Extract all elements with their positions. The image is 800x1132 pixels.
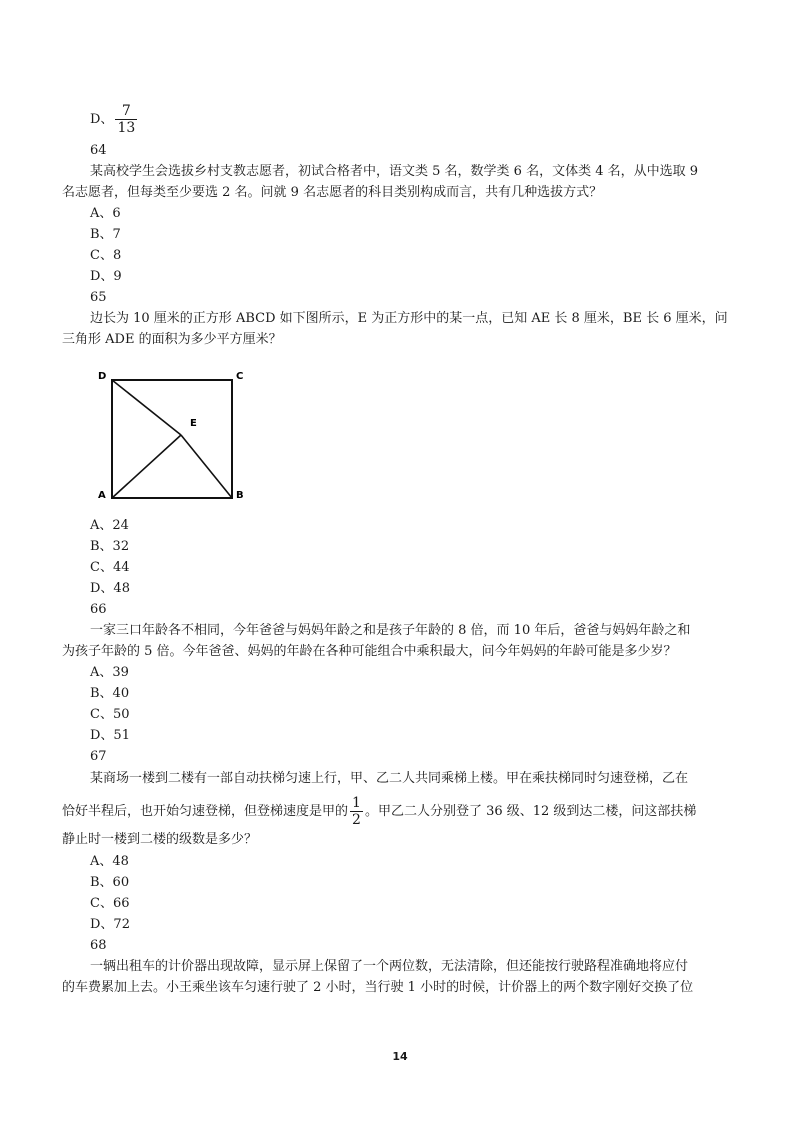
q67-stem-line2-after: 。甲乙二人分别登了 36 级、12 级到达二楼，问这部扶梯	[364, 804, 697, 819]
question-number-66: 66	[90, 602, 107, 617]
q67-fraction-one-half	[350, 796, 363, 827]
fraction-denominator: 13	[117, 120, 136, 136]
square-abcd-figure	[92, 364, 252, 506]
question-number-65: 65	[90, 290, 107, 305]
q65-stem-line2: 三角形 ADE 的面积为多少平方厘米？	[62, 332, 282, 347]
q64-stem-line1: 某高校学生会选拔乡村支教志愿者，初试合格者中，语文类 5 名，数学类 6 名，文体类 4 名，从中选取 9	[90, 164, 699, 179]
q65-option-b: B、32	[90, 539, 130, 554]
vertex-label-a: A	[98, 490, 106, 501]
q65-option-a: A、24	[90, 518, 129, 533]
question-number-68: 68	[90, 938, 107, 953]
q68-stem-line1: 一辆出租车的计价器出现故障，显示屏上保留了一个两位数，无法清除，但还能按行驶路程准确地将应付	[90, 959, 689, 974]
q67-option-d: D、72	[90, 917, 130, 932]
vertex-label-c: C	[236, 371, 244, 382]
q64-stem-line2: 名志愿者，但每类至少要选 2 名。问就 9 名志愿者的科目类别构成而言，共有几种选拔方式？	[62, 185, 603, 200]
q66-stem-line2: 为孩子年龄的 5 倍。今年爸爸、妈妈的年龄在各种可能组合中乘积最大，问今年妈妈的年龄可能是多少岁？	[62, 644, 677, 659]
segment-be	[181, 435, 232, 498]
q66-option-d: D、51	[90, 728, 130, 743]
segment-ae	[112, 435, 181, 498]
q67-stem-line1: 某商场一楼到二楼有一部自动扶梯匀速上行，甲、乙二人共同乘梯上楼。甲在乘扶梯同时匀速登梯，乙在	[90, 771, 689, 786]
question-number-64: 64	[90, 143, 107, 158]
vertex-label-b: B	[236, 490, 244, 501]
q68-stem-line2: 的车费累加上去。小王乘坐该车匀速行驶了 2 小时，当行驶 1 小时的时候，计价器上的两个数字刚好交换了位	[62, 980, 694, 995]
vertex-label-d: D	[98, 371, 107, 382]
prev-option-d-label: D、	[90, 112, 114, 127]
q66-option-c: C、50	[90, 707, 130, 722]
q67-stem-line3: 静止时一楼到二楼的级数是多少？	[62, 832, 258, 847]
fraction-numerator: 7	[121, 103, 131, 119]
q66-option-a: A、39	[90, 665, 129, 680]
prev-option-d	[90, 104, 139, 135]
page-number: 14	[392, 1050, 408, 1063]
q67-stem-line2-before: 恰好半程后，也开始匀速登梯，但登梯速度是甲的	[62, 804, 349, 819]
q64-option-b: B、7	[90, 227, 121, 242]
fraction-denominator: 2	[352, 812, 361, 828]
prev-option-d-fraction	[115, 104, 137, 135]
q65-option-d: D、48	[90, 581, 130, 596]
segment-de	[112, 380, 181, 435]
q66-option-b: B、40	[90, 686, 130, 701]
q64-option-c: C、8	[90, 248, 122, 263]
q67-stem-line2	[62, 796, 696, 827]
square-abcd-diagram	[92, 364, 252, 506]
q67-option-c: C、66	[90, 896, 130, 911]
q66-stem-line1: 一家三口年龄各不相同，今年爸爸与妈妈年龄之和是孩子年龄的 8 倍，而 10 年后，爸爸与妈妈年龄之和	[90, 623, 691, 638]
q67-option-b: B、60	[90, 875, 130, 890]
square-outline	[112, 380, 232, 498]
q64-option-d: D、9	[90, 269, 122, 284]
q67-option-a: A、48	[90, 854, 129, 869]
point-label-e: E	[190, 418, 197, 429]
question-number-67: 67	[90, 749, 107, 764]
q65-option-c: C、44	[90, 560, 130, 575]
q65-stem-line1: 边长为 10 厘米的正方形 ABCD 如下图所示，E 为正方形中的某一点，已知 AE 长 8 厘米，BE 长 6 厘米，问	[90, 311, 728, 326]
fraction-numerator: 1	[352, 795, 361, 811]
q64-option-a: A、6	[90, 206, 121, 221]
